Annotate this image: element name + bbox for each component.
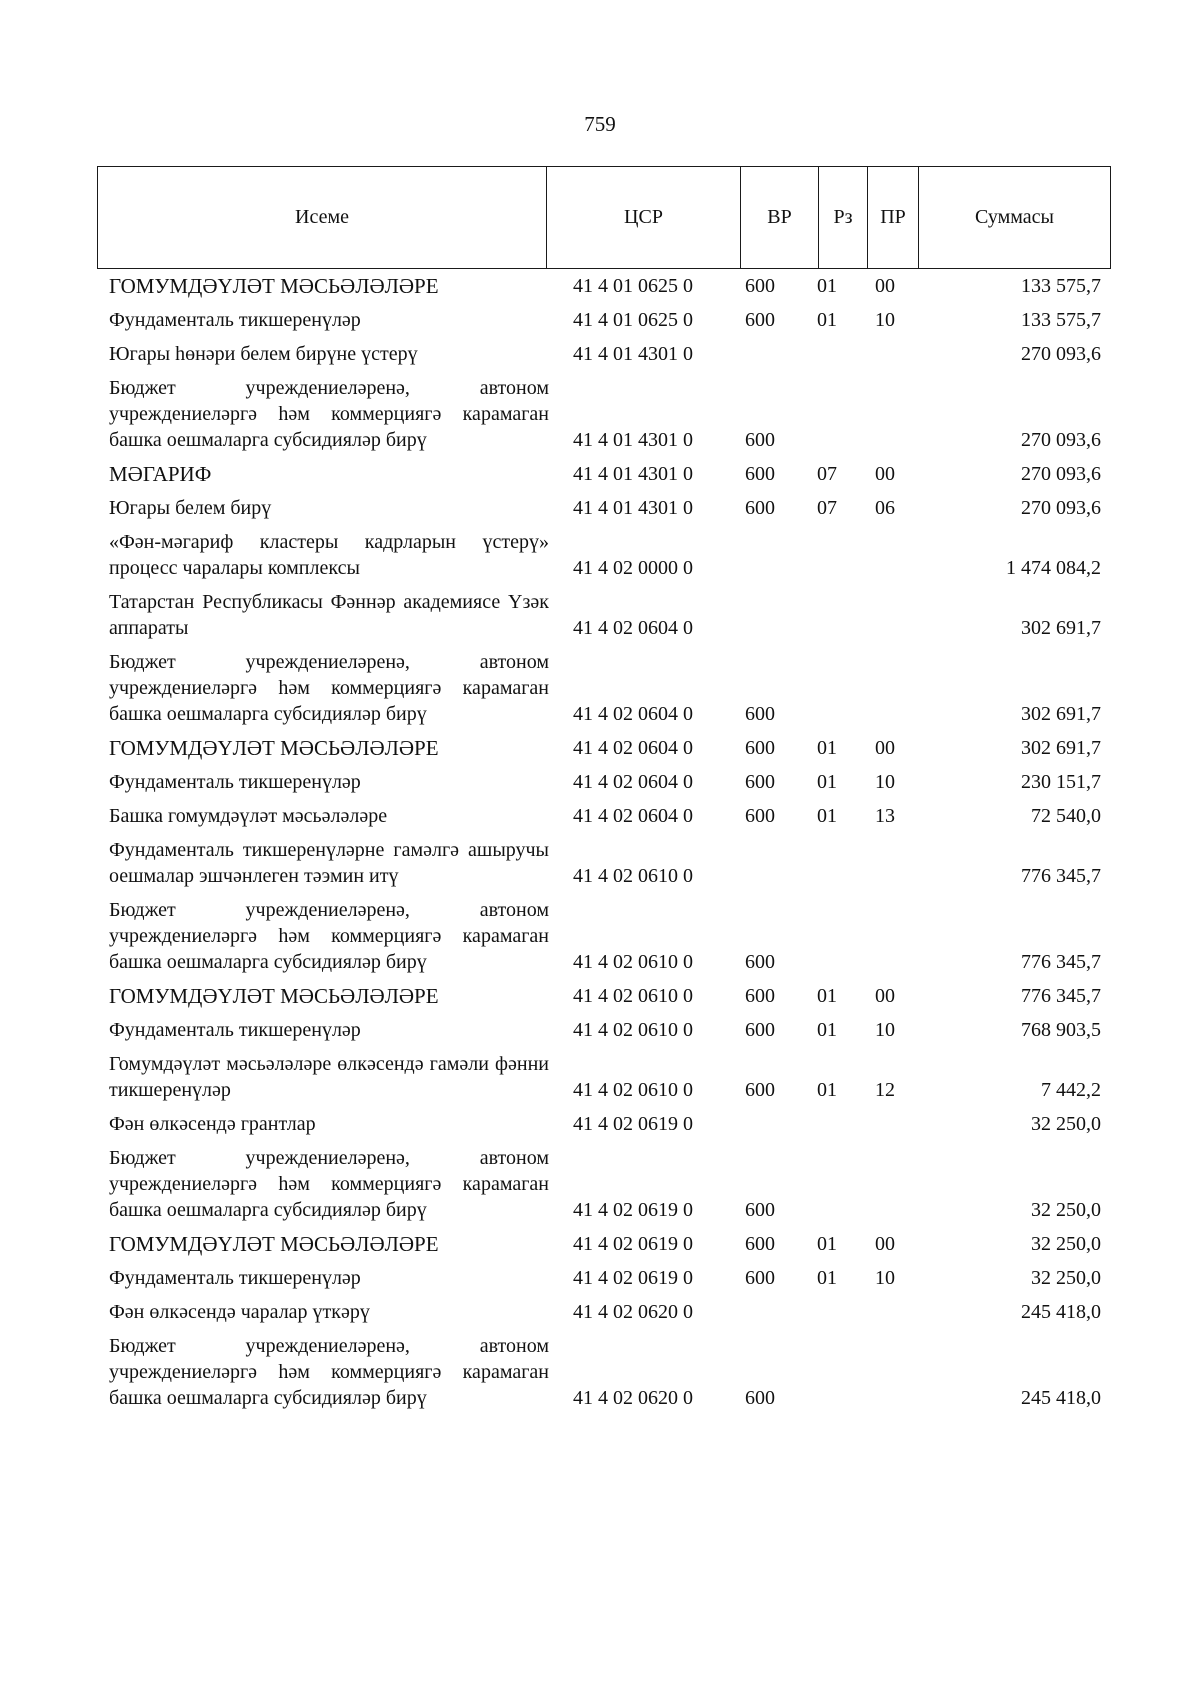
table-row bbox=[97, 732, 1107, 766]
cell-rz: 01 bbox=[817, 1079, 837, 1101]
cell-csr: 41 4 02 0619 0 bbox=[573, 1113, 693, 1135]
cell-pr: 00 bbox=[875, 463, 895, 485]
cell-sum: 776 345,7 bbox=[1021, 951, 1101, 973]
cell-csr: 41 4 02 0619 0 bbox=[573, 1267, 693, 1289]
cell-rz: 01 bbox=[817, 985, 837, 1007]
cell-name: Фундаменталь тикшеренүләр bbox=[109, 1267, 361, 1289]
cell-csr: 41 4 01 4301 0 bbox=[573, 429, 693, 451]
cell-rz: 07 bbox=[817, 497, 837, 519]
cell-sum: 72 540,0 bbox=[1031, 805, 1101, 827]
header-vr: ВР bbox=[741, 167, 819, 269]
cell-csr: 41 4 02 0610 0 bbox=[573, 865, 693, 887]
cell-rz: 01 bbox=[817, 309, 837, 331]
cell-sum: 32 250,0 bbox=[1031, 1267, 1101, 1289]
table-row bbox=[97, 338, 1107, 372]
cell-sum: 133 575,7 bbox=[1021, 275, 1101, 297]
cell-sum: 32 250,0 bbox=[1031, 1233, 1101, 1255]
cell-csr: 41 4 02 0604 0 bbox=[573, 703, 693, 725]
cell-name: Бюджет учреждениеләренә, автоном учреждениеләргә һәм коммерциягә карамаган башка оешмаларга субсидияләр бирү bbox=[109, 377, 549, 451]
table-row bbox=[97, 1048, 1107, 1108]
cell-csr: 41 4 01 0625 0 bbox=[573, 309, 693, 331]
cell-vr: 600 bbox=[745, 1267, 775, 1289]
cell-pr: 00 bbox=[875, 275, 895, 297]
table-row bbox=[97, 766, 1107, 800]
cell-name: ГОМУМДӘҮЛӘТ МӘСЬӘЛӘЛӘРЕ bbox=[109, 736, 439, 760]
cell-sum: 245 418,0 bbox=[1021, 1301, 1101, 1323]
table-row bbox=[97, 646, 1107, 732]
cell-sum: 270 093,6 bbox=[1021, 343, 1101, 365]
cell-vr: 600 bbox=[745, 805, 775, 827]
cell-name: Фундаменталь тикшеренүләр bbox=[109, 309, 361, 331]
table-row bbox=[97, 1330, 1107, 1416]
cell-vr: 600 bbox=[745, 463, 775, 485]
cell-name: Югары һөнәри белем бирүне үстерү bbox=[109, 343, 418, 365]
cell-vr: 600 bbox=[745, 737, 775, 759]
table-row bbox=[97, 1228, 1107, 1262]
table-row bbox=[97, 834, 1107, 894]
table-row bbox=[97, 1142, 1107, 1228]
cell-rz: 01 bbox=[817, 1267, 837, 1289]
cell-name: «Фән-мәгариф кластеры кадрларын үстерү» процесс чаралары комплексы bbox=[109, 531, 549, 579]
cell-vr: 600 bbox=[745, 309, 775, 331]
cell-csr: 41 4 01 4301 0 bbox=[573, 343, 693, 365]
table-row bbox=[97, 1014, 1107, 1048]
table-row bbox=[97, 270, 1107, 304]
cell-sum: 302 691,7 bbox=[1021, 703, 1101, 725]
cell-sum: 7 442,2 bbox=[1041, 1079, 1101, 1101]
table-row bbox=[97, 1296, 1107, 1330]
cell-csr: 41 4 02 0000 0 bbox=[573, 557, 693, 579]
cell-vr: 600 bbox=[745, 985, 775, 1007]
cell-sum: 302 691,7 bbox=[1021, 617, 1101, 639]
cell-vr: 600 bbox=[745, 1233, 775, 1255]
cell-sum: 245 418,0 bbox=[1021, 1387, 1101, 1409]
table-row bbox=[97, 372, 1107, 458]
cell-vr: 600 bbox=[745, 275, 775, 297]
cell-sum: 270 093,6 bbox=[1021, 463, 1101, 485]
cell-name: Бюджет учреждениеләренә, автоном учреждениеләргә һәм коммерциягә карамаган башка оешмаларга субсидияләр бирү bbox=[109, 1147, 549, 1221]
cell-vr: 600 bbox=[745, 1199, 775, 1221]
cell-vr: 600 bbox=[745, 497, 775, 519]
cell-name: ГОМУМДӘҮЛӘТ МӘСЬӘЛӘЛӘРЕ bbox=[109, 1232, 439, 1256]
table-row bbox=[97, 304, 1107, 338]
cell-sum: 776 345,7 bbox=[1021, 865, 1101, 887]
page-number: 759 bbox=[584, 112, 616, 136]
cell-sum: 32 250,0 bbox=[1031, 1113, 1101, 1135]
cell-vr: 600 bbox=[745, 1019, 775, 1041]
cell-pr: 13 bbox=[875, 805, 895, 827]
table-row bbox=[97, 458, 1107, 492]
cell-csr: 41 4 02 0620 0 bbox=[573, 1387, 693, 1409]
cell-vr: 600 bbox=[745, 771, 775, 793]
cell-sum: 230 151,7 bbox=[1021, 771, 1101, 793]
cell-rz: 01 bbox=[817, 1019, 837, 1041]
cell-csr: 41 4 01 0625 0 bbox=[573, 275, 693, 297]
cell-pr: 06 bbox=[875, 497, 895, 519]
cell-vr: 600 bbox=[745, 1079, 775, 1101]
cell-pr: 00 bbox=[875, 1233, 895, 1255]
table-row bbox=[97, 894, 1107, 980]
table-row bbox=[97, 800, 1107, 834]
table-row bbox=[97, 586, 1107, 646]
header-csr: ЦСР bbox=[547, 167, 741, 269]
cell-name: Фән өлкәсендә грантлар bbox=[109, 1113, 316, 1135]
header-pr: ПР bbox=[868, 167, 919, 269]
cell-name: Фән өлкәсендә чаралар үткәрү bbox=[109, 1301, 370, 1323]
cell-name: ГОМУМДӘҮЛӘТ МӘСЬӘЛӘЛӘРЕ bbox=[109, 984, 439, 1008]
cell-sum: 270 093,6 bbox=[1021, 497, 1101, 519]
cell-csr: 41 4 02 0604 0 bbox=[573, 771, 693, 793]
cell-pr: 12 bbox=[875, 1079, 895, 1101]
cell-name: ГОМУМДӘҮЛӘТ МӘСЬӘЛӘЛӘРЕ bbox=[109, 274, 439, 298]
cell-vr: 600 bbox=[745, 429, 775, 451]
cell-name: Гомумдәүләт мәсьәләләре өлкәсендә гамәли фәнни тикшеренүләр bbox=[109, 1053, 549, 1101]
table-row bbox=[97, 1108, 1107, 1142]
cell-csr: 41 4 02 0604 0 bbox=[573, 805, 693, 827]
cell-rz: 01 bbox=[817, 737, 837, 759]
cell-csr: 41 4 02 0610 0 bbox=[573, 951, 693, 973]
cell-sum: 768 903,5 bbox=[1021, 1019, 1101, 1041]
header-sum: Суммасы bbox=[919, 167, 1111, 269]
cell-sum: 1 474 084,2 bbox=[1006, 557, 1101, 579]
cell-name: Бюджет учреждениеләренә, автоном учреждениеләргә һәм коммерциягә карамаган башка оешмаларга субсидияләр бирү bbox=[109, 1335, 549, 1409]
cell-name: Фундаменталь тикшеренүләр bbox=[109, 771, 361, 793]
cell-pr: 10 bbox=[875, 309, 895, 331]
table-body bbox=[97, 270, 1107, 1416]
cell-name: Фундаменталь тикшеренүләр bbox=[109, 1019, 361, 1041]
cell-vr: 600 bbox=[745, 951, 775, 973]
cell-sum: 270 093,6 bbox=[1021, 429, 1101, 451]
cell-name: Югары белем бирү bbox=[109, 497, 272, 519]
cell-csr: 41 4 02 0610 0 bbox=[573, 1079, 693, 1101]
cell-sum: 133 575,7 bbox=[1021, 309, 1101, 331]
cell-csr: 41 4 02 0619 0 bbox=[573, 1199, 693, 1221]
table-row bbox=[97, 526, 1107, 586]
cell-rz: 01 bbox=[817, 771, 837, 793]
cell-name: Башка гомумдәүләт мәсьәләләре bbox=[109, 805, 388, 827]
cell-rz: 01 bbox=[817, 805, 837, 827]
cell-csr: 41 4 02 0610 0 bbox=[573, 985, 693, 1007]
table-header bbox=[97, 166, 1111, 269]
cell-name: Фундаменталь тикшеренүләрне гамәлгә ашыручы оешмалар эшчәнлеген тәэмин итү bbox=[109, 839, 549, 887]
table-row bbox=[97, 980, 1107, 1014]
table-row bbox=[97, 492, 1107, 526]
table-row bbox=[97, 1262, 1107, 1296]
cell-sum: 302 691,7 bbox=[1021, 737, 1101, 759]
cell-vr: 600 bbox=[745, 703, 775, 725]
cell-csr: 41 4 02 0619 0 bbox=[573, 1233, 693, 1255]
cell-pr: 00 bbox=[875, 985, 895, 1007]
cell-csr: 41 4 01 4301 0 bbox=[573, 463, 693, 485]
cell-csr: 41 4 02 0620 0 bbox=[573, 1301, 693, 1323]
cell-pr: 00 bbox=[875, 737, 895, 759]
cell-pr: 10 bbox=[875, 1267, 895, 1289]
cell-sum: 32 250,0 bbox=[1031, 1199, 1101, 1221]
cell-name: МӘГАРИФ bbox=[109, 462, 212, 486]
cell-rz: 07 bbox=[817, 463, 837, 485]
cell-name: Бюджет учреждениеләренә, автоном учреждениеләргә һәм коммерциягә карамаган башка оешмаларга субсидияләр бирү bbox=[109, 899, 549, 973]
cell-csr: 41 4 01 4301 0 bbox=[573, 497, 693, 519]
header-name: Исеме bbox=[98, 167, 547, 269]
cell-csr: 41 4 02 0604 0 bbox=[573, 737, 693, 759]
cell-sum: 776 345,7 bbox=[1021, 985, 1101, 1007]
cell-rz: 01 bbox=[817, 1233, 837, 1255]
cell-rz: 01 bbox=[817, 275, 837, 297]
cell-name: Бюджет учреждениеләренә, автоном учреждениеләргә һәм коммерциягә карамаган башка оешмаларга субсидияләр бирү bbox=[109, 651, 549, 725]
cell-pr: 10 bbox=[875, 1019, 895, 1041]
cell-name: Татарстан Республикасы Фәннәр академиясе Үзәк аппараты bbox=[109, 591, 549, 639]
header-rz: Рз bbox=[819, 167, 868, 269]
cell-csr: 41 4 02 0604 0 bbox=[573, 617, 693, 639]
cell-csr: 41 4 02 0610 0 bbox=[573, 1019, 693, 1041]
cell-vr: 600 bbox=[745, 1387, 775, 1409]
cell-pr: 10 bbox=[875, 771, 895, 793]
